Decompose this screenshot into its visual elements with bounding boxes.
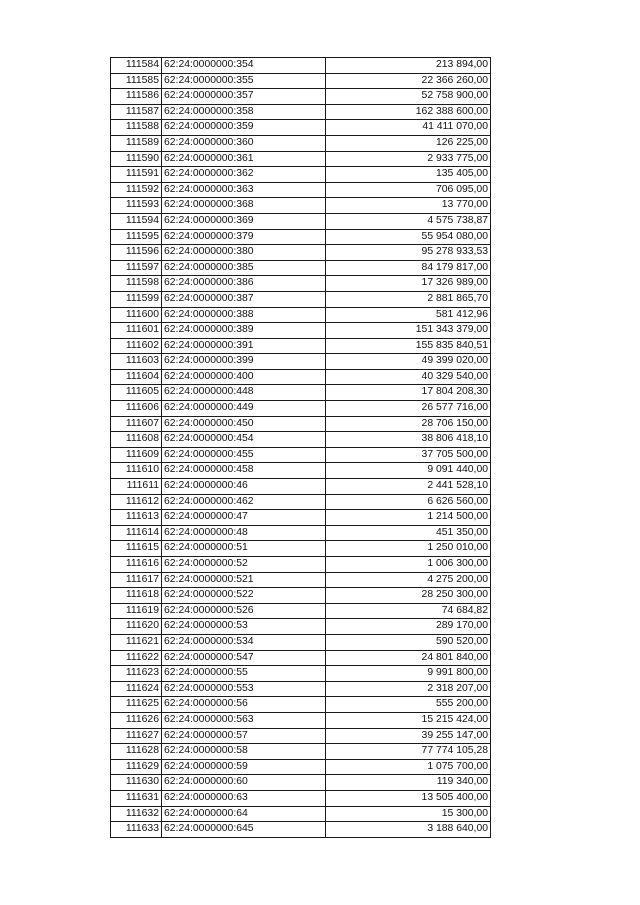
cadastral-number-cell: 62:24:0000000:386 — [162, 276, 326, 292]
row-id-cell: 111597 — [111, 260, 162, 276]
cadastral-number-cell: 62:24:0000000:369 — [162, 213, 326, 229]
cadastral-number-cell: 62:24:0000000:59 — [162, 759, 326, 775]
cadastral-value-table — [110, 57, 491, 838]
value-cell: 581 412,96 — [326, 307, 491, 323]
cadastral-number-cell: 62:24:0000000:448 — [162, 385, 326, 401]
value-cell: 13 505 400,00 — [326, 790, 491, 806]
value-cell: 151 343 379,00 — [326, 323, 491, 339]
value-cell: 84 179 817,00 — [326, 260, 491, 276]
cadastral-number-cell: 62:24:0000000:526 — [162, 603, 326, 619]
value-cell: 3 188 640,00 — [326, 822, 491, 838]
row-id-cell: 111608 — [111, 432, 162, 448]
row-id-cell: 111624 — [111, 681, 162, 697]
cadastral-number-cell: 62:24:0000000:379 — [162, 229, 326, 245]
row-id-cell: 111621 — [111, 634, 162, 650]
table-row — [111, 167, 491, 183]
cadastral-number-cell: 62:24:0000000:553 — [162, 681, 326, 697]
table-row — [111, 58, 491, 74]
table-row — [111, 213, 491, 229]
table-row — [111, 135, 491, 151]
cadastral-number-cell: 62:24:0000000:521 — [162, 572, 326, 588]
value-cell: 24 801 840,00 — [326, 650, 491, 666]
row-id-cell: 111592 — [111, 182, 162, 198]
table-row — [111, 806, 491, 822]
row-id-cell: 111589 — [111, 135, 162, 151]
row-id-cell: 111626 — [111, 712, 162, 728]
table-row — [111, 572, 491, 588]
row-id-cell: 111586 — [111, 89, 162, 105]
cadastral-number-cell: 62:24:0000000:391 — [162, 338, 326, 354]
table-row — [111, 260, 491, 276]
table-row — [111, 354, 491, 370]
cadastral-number-cell: 62:24:0000000:46 — [162, 479, 326, 495]
row-id-cell: 111613 — [111, 510, 162, 526]
value-cell: 28 706 150,00 — [326, 416, 491, 432]
row-id-cell: 111609 — [111, 447, 162, 463]
table-row — [111, 697, 491, 713]
table-row — [111, 369, 491, 385]
value-cell: 15 215 424,00 — [326, 712, 491, 728]
cadastral-number-cell: 62:24:0000000:455 — [162, 447, 326, 463]
cadastral-number-cell: 62:24:0000000:458 — [162, 463, 326, 479]
cadastral-number-cell: 62:24:0000000:522 — [162, 588, 326, 604]
row-id-cell: 111600 — [111, 307, 162, 323]
value-cell: 1 006 300,00 — [326, 557, 491, 573]
table-row — [111, 557, 491, 573]
cadastral-number-cell: 62:24:0000000:355 — [162, 73, 326, 89]
cadastral-number-cell: 62:24:0000000:63 — [162, 790, 326, 806]
row-id-cell: 111623 — [111, 666, 162, 682]
table-row — [111, 73, 491, 89]
table-row — [111, 619, 491, 635]
value-cell: 41 411 070,00 — [326, 120, 491, 136]
table-row — [111, 525, 491, 541]
cadastral-number-cell: 62:24:0000000:454 — [162, 432, 326, 448]
row-id-cell: 111619 — [111, 603, 162, 619]
cadastral-number-cell: 62:24:0000000:363 — [162, 182, 326, 198]
value-cell: 49 399 020,00 — [326, 354, 491, 370]
row-id-cell: 111599 — [111, 291, 162, 307]
table-row — [111, 650, 491, 666]
row-id-cell: 111610 — [111, 463, 162, 479]
row-id-cell: 111612 — [111, 494, 162, 510]
table-row — [111, 338, 491, 354]
table-row — [111, 245, 491, 261]
row-id-cell: 111617 — [111, 572, 162, 588]
value-cell: 37 705 500,00 — [326, 447, 491, 463]
row-id-cell: 111603 — [111, 354, 162, 370]
cadastral-number-cell: 62:24:0000000:449 — [162, 401, 326, 417]
cadastral-number-cell: 62:24:0000000:547 — [162, 650, 326, 666]
document-page — [110, 57, 491, 838]
table-row — [111, 728, 491, 744]
row-id-cell: 111587 — [111, 104, 162, 120]
row-id-cell: 111614 — [111, 525, 162, 541]
value-cell: 289 170,00 — [326, 619, 491, 635]
cadastral-number-cell: 62:24:0000000:48 — [162, 525, 326, 541]
value-cell: 15 300,00 — [326, 806, 491, 822]
value-cell: 162 388 600,00 — [326, 104, 491, 120]
table-row — [111, 541, 491, 557]
row-id-cell: 111593 — [111, 198, 162, 214]
row-id-cell: 111588 — [111, 120, 162, 136]
cadastral-number-cell: 62:24:0000000:563 — [162, 712, 326, 728]
table-row — [111, 182, 491, 198]
table-row — [111, 634, 491, 650]
cadastral-number-cell: 62:24:0000000:53 — [162, 619, 326, 635]
value-cell: 17 326 989,00 — [326, 276, 491, 292]
table-row — [111, 276, 491, 292]
cadastral-number-cell: 62:24:0000000:55 — [162, 666, 326, 682]
row-id-cell: 111618 — [111, 588, 162, 604]
table-row — [111, 822, 491, 838]
value-cell: 9 991 800,00 — [326, 666, 491, 682]
row-id-cell: 111607 — [111, 416, 162, 432]
row-id-cell: 111584 — [111, 58, 162, 74]
table-row — [111, 307, 491, 323]
table-row — [111, 151, 491, 167]
value-cell: 26 577 716,00 — [326, 401, 491, 417]
cadastral-number-cell: 62:24:0000000:534 — [162, 634, 326, 650]
value-cell: 1 250 010,00 — [326, 541, 491, 557]
row-id-cell: 111604 — [111, 369, 162, 385]
table-row — [111, 291, 491, 307]
value-cell: 2 441 528,10 — [326, 479, 491, 495]
cadastral-number-cell: 62:24:0000000:60 — [162, 775, 326, 791]
row-id-cell: 111616 — [111, 557, 162, 573]
row-id-cell: 111595 — [111, 229, 162, 245]
cadastral-number-cell: 62:24:0000000:47 — [162, 510, 326, 526]
row-id-cell: 111615 — [111, 541, 162, 557]
value-cell: 9 091 440,00 — [326, 463, 491, 479]
row-id-cell: 111585 — [111, 73, 162, 89]
cadastral-number-cell: 62:24:0000000:450 — [162, 416, 326, 432]
cadastral-number-cell: 62:24:0000000:56 — [162, 697, 326, 713]
table-row — [111, 416, 491, 432]
cadastral-number-cell: 62:24:0000000:360 — [162, 135, 326, 151]
cadastral-number-cell: 62:24:0000000:368 — [162, 198, 326, 214]
value-cell: 4 275 200,00 — [326, 572, 491, 588]
value-cell: 38 806 418,10 — [326, 432, 491, 448]
row-id-cell: 111601 — [111, 323, 162, 339]
table-row — [111, 744, 491, 760]
row-id-cell: 111594 — [111, 213, 162, 229]
table-row — [111, 790, 491, 806]
cadastral-number-cell: 62:24:0000000:389 — [162, 323, 326, 339]
table-row — [111, 104, 491, 120]
table-row — [111, 463, 491, 479]
table-row — [111, 432, 491, 448]
value-cell: 126 225,00 — [326, 135, 491, 151]
row-id-cell: 111628 — [111, 744, 162, 760]
table-row — [111, 588, 491, 604]
value-cell: 55 954 080,00 — [326, 229, 491, 245]
row-id-cell: 111596 — [111, 245, 162, 261]
row-id-cell: 111591 — [111, 167, 162, 183]
cadastral-number-cell: 62:24:0000000:380 — [162, 245, 326, 261]
cadastral-number-cell: 62:24:0000000:57 — [162, 728, 326, 744]
cadastral-number-cell: 62:24:0000000:361 — [162, 151, 326, 167]
cadastral-number-cell: 62:24:0000000:362 — [162, 167, 326, 183]
cadastral-number-cell: 62:24:0000000:400 — [162, 369, 326, 385]
row-id-cell: 111632 — [111, 806, 162, 822]
value-cell: 4 575 738,87 — [326, 213, 491, 229]
table-row — [111, 775, 491, 791]
table-row — [111, 666, 491, 682]
row-id-cell: 111602 — [111, 338, 162, 354]
table-row — [111, 510, 491, 526]
table-row — [111, 681, 491, 697]
value-cell: 2 933 775,00 — [326, 151, 491, 167]
table-row — [111, 603, 491, 619]
cadastral-number-cell: 62:24:0000000:354 — [162, 58, 326, 74]
value-cell: 2 318 207,00 — [326, 681, 491, 697]
cadastral-number-cell: 62:24:0000000:645 — [162, 822, 326, 838]
table-body — [111, 58, 491, 838]
table-row — [111, 401, 491, 417]
cadastral-number-cell: 62:24:0000000:51 — [162, 541, 326, 557]
value-cell: 155 835 840,51 — [326, 338, 491, 354]
cadastral-number-cell: 62:24:0000000:358 — [162, 104, 326, 120]
cadastral-number-cell: 62:24:0000000:58 — [162, 744, 326, 760]
value-cell: 22 366 260,00 — [326, 73, 491, 89]
row-id-cell: 111606 — [111, 401, 162, 417]
value-cell: 555 200,00 — [326, 697, 491, 713]
table-row — [111, 198, 491, 214]
value-cell: 1 214 500,00 — [326, 510, 491, 526]
value-cell: 1 075 700,00 — [326, 759, 491, 775]
value-cell: 95 278 933,53 — [326, 245, 491, 261]
value-cell: 2 881 865,70 — [326, 291, 491, 307]
value-cell: 17 804 208,30 — [326, 385, 491, 401]
cadastral-number-cell: 62:24:0000000:385 — [162, 260, 326, 276]
value-cell: 119 340,00 — [326, 775, 491, 791]
value-cell: 40 329 540,00 — [326, 369, 491, 385]
value-cell: 451 350,00 — [326, 525, 491, 541]
row-id-cell: 111633 — [111, 822, 162, 838]
row-id-cell: 111622 — [111, 650, 162, 666]
row-id-cell: 111629 — [111, 759, 162, 775]
value-cell: 28 250 300,00 — [326, 588, 491, 604]
table-row — [111, 89, 491, 105]
row-id-cell: 111631 — [111, 790, 162, 806]
row-id-cell: 111620 — [111, 619, 162, 635]
table-row — [111, 447, 491, 463]
cadastral-number-cell: 62:24:0000000:52 — [162, 557, 326, 573]
table-row — [111, 494, 491, 510]
cadastral-number-cell: 62:24:0000000:462 — [162, 494, 326, 510]
value-cell: 135 405,00 — [326, 167, 491, 183]
table-row — [111, 323, 491, 339]
row-id-cell: 111625 — [111, 697, 162, 713]
table-row — [111, 479, 491, 495]
cadastral-number-cell: 62:24:0000000:388 — [162, 307, 326, 323]
row-id-cell: 111627 — [111, 728, 162, 744]
row-id-cell: 111598 — [111, 276, 162, 292]
value-cell: 13 770,00 — [326, 198, 491, 214]
value-cell: 590 520,00 — [326, 634, 491, 650]
table-row — [111, 120, 491, 136]
table-row — [111, 229, 491, 245]
row-id-cell: 111611 — [111, 479, 162, 495]
value-cell: 6 626 560,00 — [326, 494, 491, 510]
cadastral-number-cell: 62:24:0000000:357 — [162, 89, 326, 105]
value-cell: 213 894,00 — [326, 58, 491, 74]
cadastral-number-cell: 62:24:0000000:359 — [162, 120, 326, 136]
row-id-cell: 111605 — [111, 385, 162, 401]
value-cell: 39 255 147,00 — [326, 728, 491, 744]
row-id-cell: 111590 — [111, 151, 162, 167]
value-cell: 52 758 900,00 — [326, 89, 491, 105]
cadastral-number-cell: 62:24:0000000:387 — [162, 291, 326, 307]
value-cell: 77 774 105,28 — [326, 744, 491, 760]
table-row — [111, 759, 491, 775]
cadastral-number-cell: 62:24:0000000:64 — [162, 806, 326, 822]
table-row — [111, 385, 491, 401]
cadastral-number-cell: 62:24:0000000:399 — [162, 354, 326, 370]
value-cell: 74 684,82 — [326, 603, 491, 619]
row-id-cell: 111630 — [111, 775, 162, 791]
value-cell: 706 095,00 — [326, 182, 491, 198]
table-row — [111, 712, 491, 728]
